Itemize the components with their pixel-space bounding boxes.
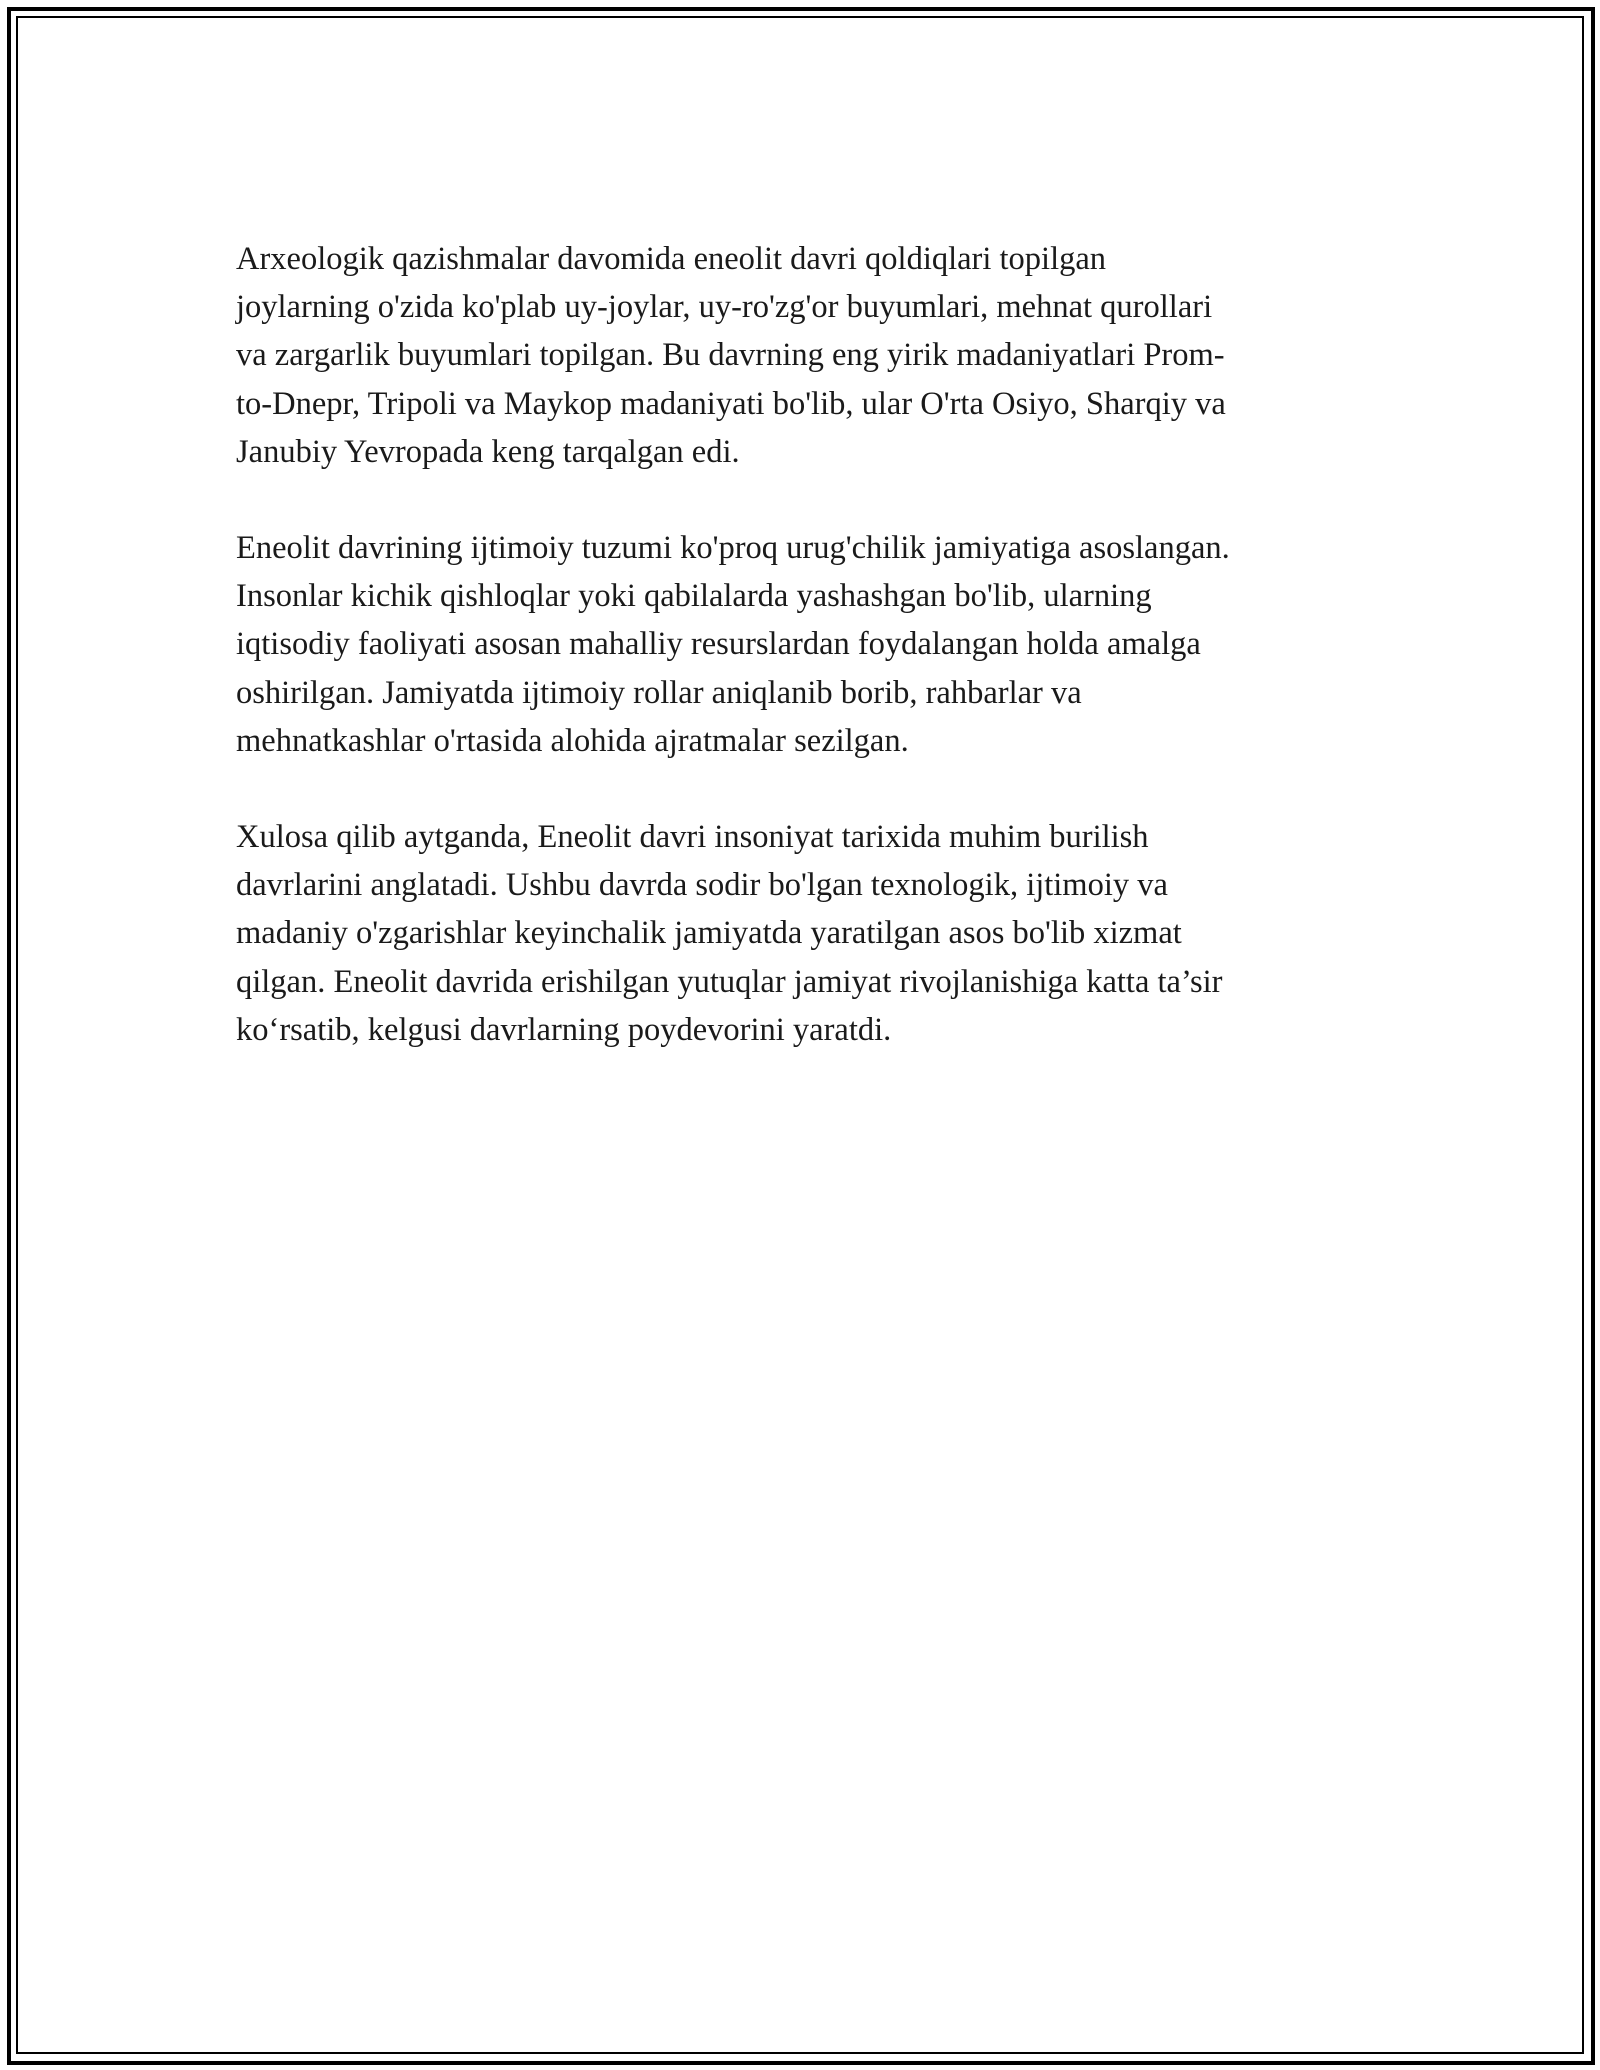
paragraph-archaeological-finds: Arxeologik qazishmalar davomida eneolit davri qoldiqlari topilgan joylarning o'zida ko'plab uy-joylar, uy-ro'zg'or buyumlari, mehnat qurollari va zargarlik buyumlari topilgan. Bu davrning eng yirik madaniyatlari Prom- to-Dnepr, Tripoli va Maykop madaniyati bo'lib, ular O'rta Osiyo, Sharqiy va Janubiy Yevropada keng tarqalgan edi. xyxy=(236,241,1226,470)
paragraph-conclusion: Xulosa qilib aytganda, Eneolit davri insoniyat tarixida muhim burilish davrlarini anglatadi. Ushbu davrda sodir bo'lgan texnologik, ijtimoiy va madaniy o'zgarishlar keyinchalik jamiyatda yaratilgan asos bo'lib xizmat qilgan. Eneolit davrida erishilgan yutuqlar jamiyat rivojlanishiga katta ta’sir ko‘rsatib, kelgusi davrlarning poydevorini yaratdi. xyxy=(236,819,1223,1048)
document-body xyxy=(236,235,1376,1102)
paragraph-social-structure: Eneolit davrining ijtimoiy tuzumi ko'proq urug'chilik jamiyatiga asoslangan. Insonlar kichik qishloqlar yoki qabilalarda yashashgan bo'lib, ularning iqtisodiy faoliyati asosan mahalliy resurslardan foydalangan holda amalga oshirilgan. Jamiyatda ijtimoiy rollar aniqlanib borib, rahbarlar va mehnatkashlar o'rtasida alohida ajratmalar sezilgan. xyxy=(236,530,1230,759)
